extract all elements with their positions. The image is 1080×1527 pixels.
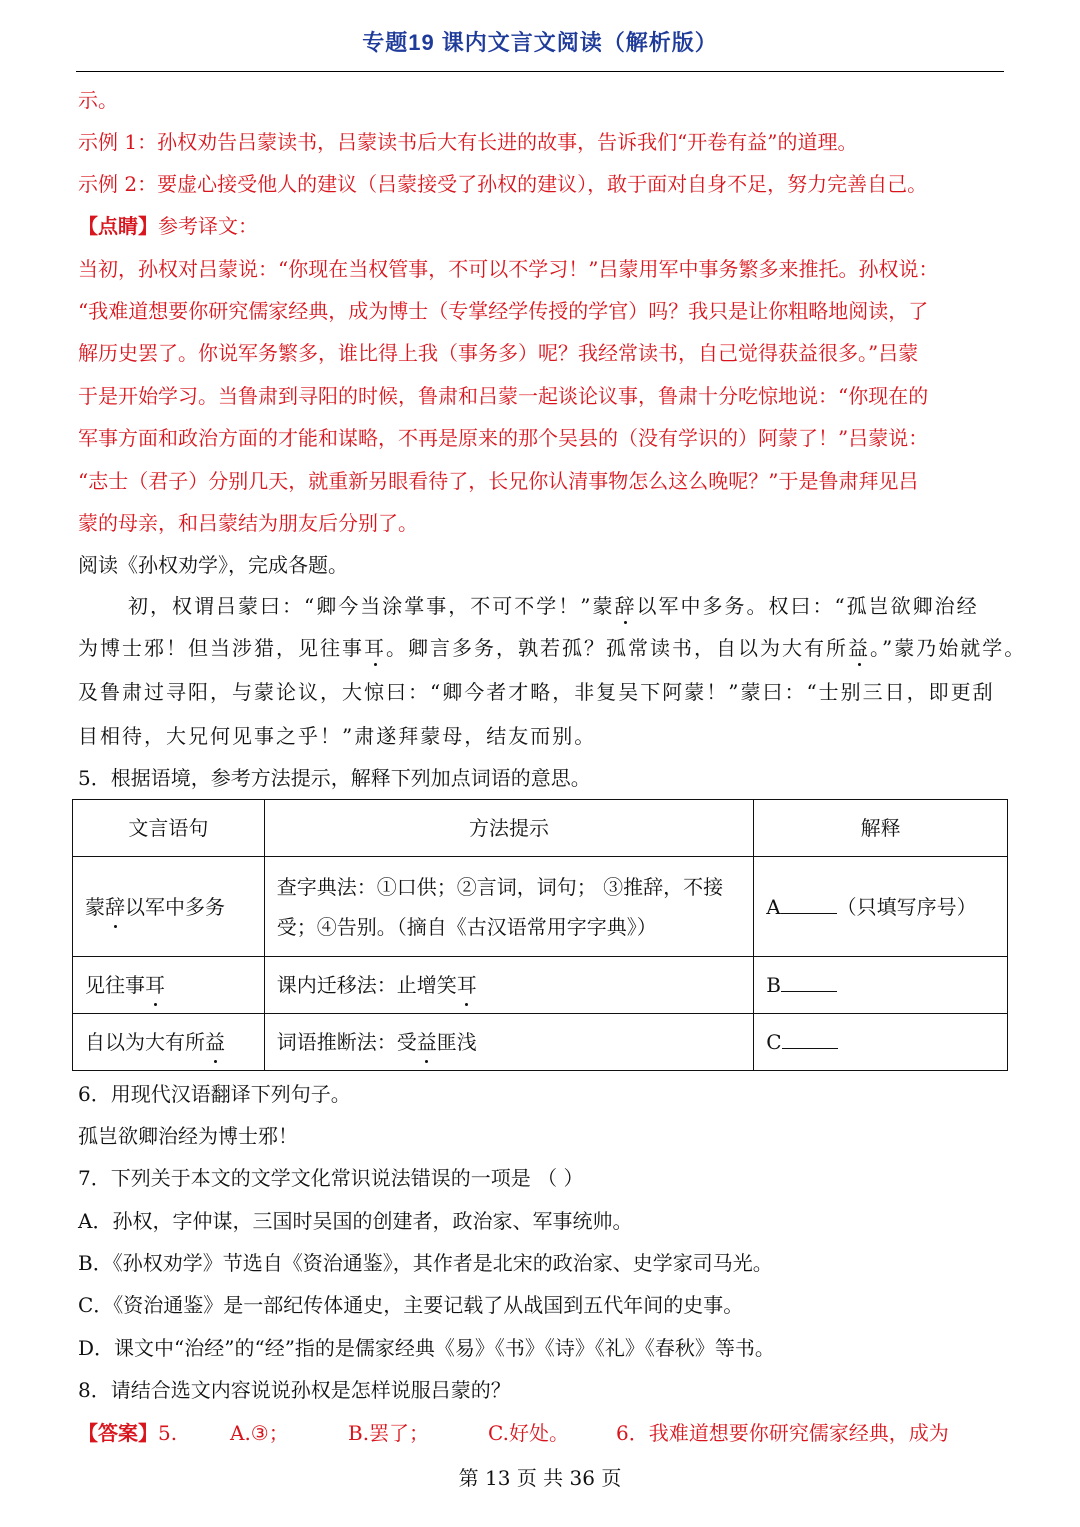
dotted-word: 耳	[364, 636, 386, 660]
q5-header-sentence: 文言语句	[73, 800, 265, 857]
dotted-word: 耳	[457, 970, 477, 1000]
translation-line: 蒙的母亲，和吕蒙结为朋友后分别了。	[78, 511, 418, 535]
answer-q6: 6．我难道想要你研究儒家经典，成为	[616, 1421, 949, 1445]
q7-option-a: A．孙权，字仲谋，三国时吴国的创建者，政治家、军事统帅。	[78, 1209, 633, 1233]
page-header-title: 专题19 课内文言文阅读（解析版）	[362, 30, 718, 55]
passage-text: 以军中多务。权曰：“孤岂欲卿治经	[636, 594, 979, 618]
answer-q5: 5.	[158, 1421, 178, 1445]
answer-label: C	[766, 1030, 782, 1054]
page-number: 第 13 页 共 36 页	[458, 1466, 622, 1490]
q5-hint	[264, 1014, 753, 1071]
sentence-text: 以军中多务	[125, 894, 225, 919]
passage-line-3: 及鲁肃过寻阳，与蒙论议，大惊曰：“卿今者才略，非复吴下阿蒙！”蒙曰：“士别三日，即更刮	[78, 680, 995, 704]
answer-label: A	[766, 894, 781, 919]
answer-row	[78, 1420, 1013, 1446]
q5-answer-a	[754, 857, 1008, 957]
example-1: 示例 1：孙权劝告吕蒙读书，吕蒙读书后大有长进的故事，告诉我们“开卷有益”的道理。	[78, 130, 858, 154]
q5-header-hint: 方法提示	[264, 800, 753, 857]
answer-label: 【答案】	[78, 1421, 158, 1445]
passage-line-2	[78, 636, 1027, 660]
q5-answer-b	[754, 957, 1008, 1014]
hint-text: 课内迁移法：止增笑	[276, 973, 457, 997]
answer-c: C.好处。	[488, 1421, 569, 1445]
q5-answer-c	[754, 1014, 1008, 1071]
q5-hint	[264, 957, 753, 1014]
q5-hint: 查字典法：①口供；②言词，词句； ③推辞，不接受；④告别。（摘自《古汉语常用字字典》）	[264, 857, 753, 957]
header-divider	[76, 71, 1004, 72]
q6-prompt: 6．用现代汉语翻译下列句子。	[78, 1082, 351, 1106]
translation-line: 解历史罢了。你说军务繁多，谁比得上我（事务多）呢？我经常读书，自己觉得获益很多。”吕蒙	[78, 341, 919, 365]
table-row	[73, 1014, 1008, 1071]
passage-text: 。卿言多务，孰若孤？孤常读书，自以为大有所	[386, 636, 848, 660]
translation-line: “我难道想要你研究儒家经典，成为博士（专掌经学传授的学官）吗？我只是让你粗略地阅读，了	[78, 299, 929, 323]
q7-option-c: C．《资治通鉴》是一部纪传体通史，主要记载了从战国到五代年间的史事。	[78, 1293, 744, 1317]
q5-table	[72, 799, 1008, 1071]
passage-text: 。”蒙乃始就学。	[870, 636, 1027, 660]
table-row	[73, 857, 1008, 957]
q5-header-answer: 解释	[754, 800, 1008, 857]
q5-sentence	[73, 1014, 265, 1071]
hint-text: 词语推断法：受	[276, 1030, 417, 1054]
translation-line: “志士（君子）分别几天，就重新另眼看待了，长兄你认清事物怎么这么晚呢？”于是鲁肃拜见吕	[78, 469, 919, 493]
q7-option-b: B．《孙权劝学》节选自《资治通鉴》，其作者是北宋的政治家、史学家司马光。	[78, 1251, 773, 1275]
answer-blank[interactable]	[781, 973, 837, 992]
q5-prompt: 5．根据语境，参考方法提示，解释下列加点词语的意思。	[78, 766, 591, 790]
answer-blank[interactable]	[782, 1030, 838, 1049]
analysis-line-0: 示。	[78, 88, 118, 112]
q6-sentence: 孤岂欲卿治经为博士邪！	[78, 1124, 298, 1148]
answer-b: B.罢了；	[348, 1421, 430, 1445]
dotted-word: 辞	[614, 594, 637, 618]
q5-sentence	[73, 857, 265, 957]
passage-line-4: 目相待，大兄何见事之乎！”肃遂拜蒙母，结友而别。	[78, 724, 597, 748]
passage-line-1	[128, 594, 1008, 618]
tip-text: 参考译文：	[158, 214, 258, 238]
q7-prompt: 7．下列关于本文的文学文化常识说法错误的一项是 （ ）	[78, 1166, 584, 1190]
q7-option-d: D．课文中“治经”的“经”指的是儒家经典《易》《书》《诗》《礼》《春秋》等书。	[78, 1336, 775, 1360]
q5-sentence	[73, 957, 265, 1014]
sentence-text: 见往事	[85, 973, 145, 997]
tip-label: 【点睛】	[78, 214, 158, 238]
dotted-word: 益	[205, 1027, 225, 1057]
translation-line: 当初，孙权对吕蒙说：“你现在当权管事，不可以不学习！”吕蒙用军中事务繁多来推托。孙权说：	[78, 257, 939, 281]
sentence-text: 自以为大有所	[85, 1030, 205, 1054]
sentence-text: 蒙	[85, 894, 105, 919]
table-row	[73, 957, 1008, 1014]
dotted-word: 益	[848, 636, 870, 660]
tip-line	[78, 214, 1013, 238]
example-2: 示例 2：要虚心接受他人的建议（吕蒙接受了孙权的建议），敢于面对自身不足，努力完善自己。	[78, 172, 928, 196]
dotted-word: 辞	[105, 892, 125, 922]
translation-line: 于是开始学习。当鲁肃到寻阳的时候，鲁肃和吕蒙一起谈论议事，鲁肃十分吃惊地说：“你现在的	[78, 384, 929, 408]
passage-text: 初，权谓吕蒙曰：“卿今当涂掌事，不可不学！”蒙	[128, 594, 615, 618]
answer-label: B	[766, 973, 781, 997]
hint-text: 匪浅	[436, 1030, 477, 1054]
dotted-word: 益	[417, 1027, 437, 1057]
answer-blank[interactable]	[781, 895, 837, 914]
translation-line: 军事方面和政治方面的才能和谋略，不再是原来的那个吴县的（没有学识的）阿蒙了！”吕蒙说：	[78, 426, 929, 450]
passage-text: 为博士邪！但当涉猎，见往事	[78, 636, 364, 660]
reading-intro: 阅读《孙权劝学》，完成各题。	[78, 553, 348, 577]
q8-prompt: 8．请结合选文内容说说孙权是怎样说服吕蒙的？	[78, 1378, 511, 1402]
dotted-word: 耳	[145, 970, 165, 1000]
answer-note: （只填写序号）	[836, 894, 977, 919]
answer-a: A.③；	[230, 1421, 289, 1445]
